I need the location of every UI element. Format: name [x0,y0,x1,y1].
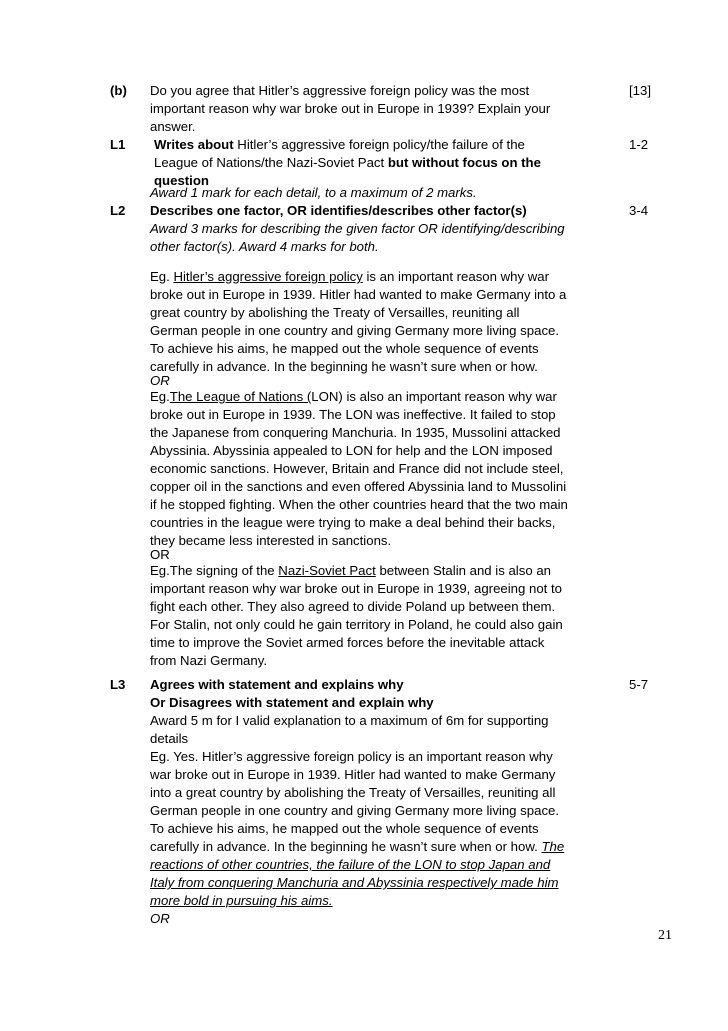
l3-example-line: into a great country by abolishing the Treaty of Versailles, reuniting all [150,785,556,800]
l2-example-line: from Nazi Germany. [150,653,267,668]
l2-example-line: copper oil in the sanctions and even offered Abyssinia land to Mussolini [150,479,567,494]
l1-text: Hitler’s aggressive foreign policy/the failure of the [233,137,525,152]
l1-award: Award 1 mark for each detail, to a maximum of 2 marks. [150,185,477,200]
marks-b: [13] [629,83,651,98]
l2-example-line: For Stalin, not only could he gain territory in Poland, he could also gain [150,617,563,632]
l3-example-line [150,838,620,856]
eg-text: LON) is also an important reason why war [311,389,557,404]
l2-example-line: Abyssinia. Abyssinia appealed to LON for help and the LON imposed [150,443,553,458]
eg-text: between Stalin and is also an [375,563,551,578]
question-line: important reason why war broke out in Europe in 1939? Explain your [150,101,551,116]
marks-l1: 1-2 [629,137,649,152]
label-b: (b) [110,83,127,98]
factor-nazi-soviet-pact: Nazi-Soviet Pact [278,563,376,578]
l3-heading: Agrees with statement and explains why [150,677,404,692]
l2-example-3 [150,562,620,580]
l3-heading: Or Disagrees with statement and explain why [150,695,434,710]
l2-example-line: if he stopped fighting. When the other countries heard that the two main [150,497,568,512]
or-separator: OR [150,373,170,388]
question-line: answer. [150,119,196,134]
l1-text: League of Nations/the Nazi-Soviet Pact [154,155,388,170]
l2-example-line: To achieve his aims, he mapped out the whole sequence of events [150,341,539,356]
question-line: Do you agree that Hitler’s aggressive foreign policy was the most [150,83,530,98]
marks-l2: 3-4 [629,203,649,218]
eg-text: carefully in advance. In the beginning he wasn’t sure when or how. [150,839,542,854]
l2-example-line: German people in one country and giving Germany more living space. [150,323,560,338]
factor-league-of-nations: The League of Nations ( [169,389,312,404]
l2-example-line: the Japanese from conquering Manchuria. In 1935, Mussolini attacked [150,425,561,440]
l2-award: other factor(s). Award 4 marks for both. [150,239,379,254]
l2-heading: Describes one factor, OR identifies/describes other factor(s) [150,203,527,218]
label-l3: L3 [110,677,126,692]
l2-example-line: fight each other. They also agreed to divide Poland up between them. [150,599,556,614]
label-l2: L2 [110,203,126,218]
l1-bold: but without focus on the [387,155,541,170]
l3-example-line: war broke out in Europe in 1939. Hitler had wanted to make Germany [150,767,556,782]
l3-example-line: Eg. Yes. Hitler’s aggressive foreign policy is an important reason why [150,749,553,764]
l3-emphasis-line: Italy from conquering Manchuria and Abyssinia respectively made him [150,875,559,890]
marks-l3: 5-7 [629,677,649,692]
l2-example-2 [150,388,620,406]
l2-example-line: time to improve the Soviet armed forces before the inevitable attack [150,635,545,650]
factor-hitler-foreign-policy: Hitler’s aggressive foreign policy [173,269,363,284]
l2-example-line: countries in the league were trying to make a deal behind their backs, [150,515,556,530]
or-separator: OR [150,547,170,562]
l2-example-line: broke out in Europe in 1939. Hitler had wanted to make Germany into a [150,287,567,302]
l2-example-line: carefully in advance. In the beginning he wasn’t sure when or how. [150,359,538,374]
eg-emphasis: The [541,839,565,854]
eg-prefix: Eg. [150,389,170,404]
l1-line [154,136,624,154]
l2-award: Award 3 marks for describing the given factor OR identifying/describing [150,221,565,236]
l1-line [154,154,624,172]
eg-text: is an important reason why war [362,269,549,284]
label-l1: L1 [110,137,126,152]
eg-prefix: Eg. [150,269,174,284]
l3-emphasis-line: reactions of other countries, the failure of the LON to stop Japan and [150,857,551,872]
l2-example-line: important reason why war broke out in Europe in 1939, agreeing not to [150,581,562,596]
l1-bold: Writes about [154,137,234,152]
l2-example-line: great country by abolishing the Treaty of Versailles, reuniting all [150,305,520,320]
l1-line: question [154,173,209,188]
page-number: 21 [658,928,672,943]
l3-emphasis-line: more bold in pursuing his aims. [150,893,333,908]
eg-prefix: Eg.The signing of the [150,563,279,578]
l2-example-line: economic sanctions. However, Britain and France did not include steel, [150,461,564,476]
l2-example-line: they became less interested in sanctions. [150,533,392,548]
or-separator: OR [150,911,170,926]
l3-example-line: German people in one country and giving Germany more living space. [150,803,560,818]
l3-award: Award 5 m for I valid explanation to a maximum of 6m for supporting [150,713,549,728]
l3-example-line: To achieve his aims, he mapped out the whole sequence of events [150,821,539,836]
l3-award: details [150,731,189,746]
l2-example-1 [150,268,620,286]
l2-example-line: broke out in Europe in 1939. The LON was ineffective. It failed to stop [150,407,556,422]
